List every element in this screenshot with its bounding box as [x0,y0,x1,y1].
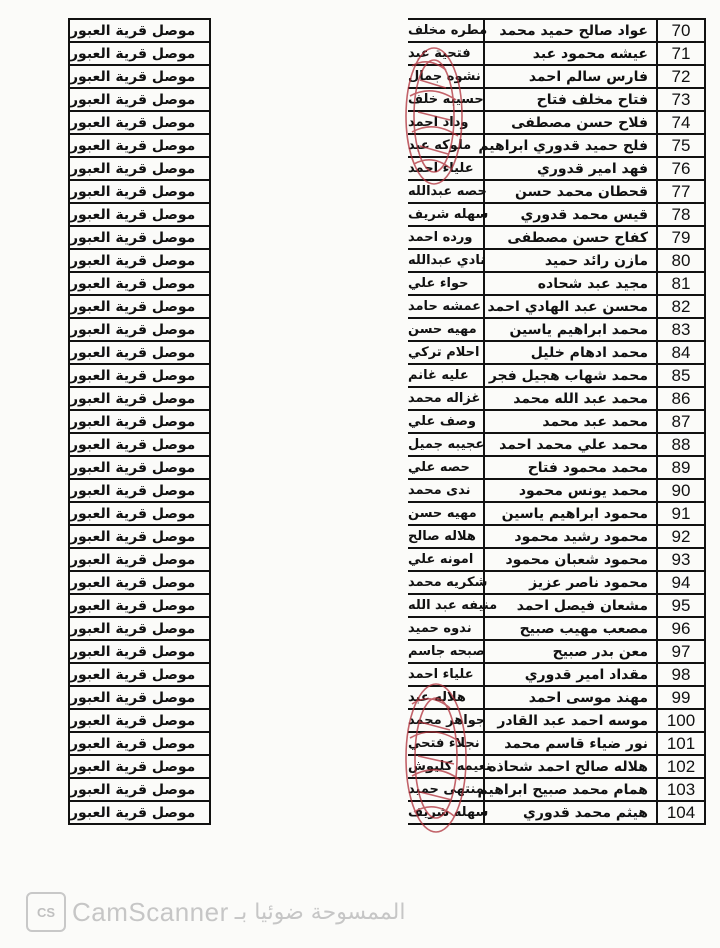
mother-name-cell: علياء احمد [408,158,485,179]
table-row [408,455,704,478]
row-number-cell: 78 [671,204,691,224]
row-number-cell: 96 [671,618,691,638]
table-row [408,294,704,317]
mother-name-cell: حصه علي [408,457,485,478]
full-name-cell: عواد صالح حميد محمد [485,20,658,41]
full-name-cell: مقداد امير قدوري [485,664,658,685]
full-name-cell: محمد ابراهيم ياسين [485,319,658,340]
row-number-cell: 77 [671,181,691,201]
address-cell: موصل قرية العبور [70,271,209,294]
table-row [408,777,704,800]
table-row [408,386,704,409]
address-cell: موصل قرية العبور [70,685,209,708]
mother-name-cell: علياء احمد [408,664,485,685]
mother-name-cell: نادي عبدالله [408,250,485,271]
mother-name-cell: مهيه حسن [408,319,485,340]
full-name-cell: محسن عبد الهادي احمد [485,296,658,317]
row-number-cell: 98 [671,664,691,684]
full-name-cell: محمد يونس محمود [485,480,658,501]
full-name-cell: محمود رشيد محمود [485,526,658,547]
address-cell: موصل قرية العبور [70,478,209,501]
table-row [408,110,704,133]
row-number-cell: 90 [671,480,691,500]
row-number-cell: 72 [671,66,691,86]
names-table [408,18,706,825]
row-number-cell: 73 [671,89,691,109]
table-row [408,202,704,225]
full-name-cell: محمد ادهام خليل [485,342,658,363]
table-row [408,616,704,639]
full-name-cell: محمود ناصر عزيز [485,572,658,593]
address-cell: موصل قرية العبور [70,501,209,524]
table-row [408,271,704,294]
mother-name-cell: فتحية عبد [408,43,485,64]
mother-name-cell: مهيه حسن [408,503,485,524]
table-row [408,18,704,41]
table-row [408,570,704,593]
full-name-cell: محمد عبد محمد [485,411,658,432]
address-cell: موصل قرية العبور [70,363,209,386]
row-number-cell: 80 [671,250,691,270]
full-name-cell: مهند موسى احمد [485,687,658,708]
mother-name-cell: عليه غانم [408,365,485,386]
full-name-cell: موسه احمد عبد القادر [485,710,658,731]
address-cell: موصل قرية العبور [70,317,209,340]
mother-name-cell: حصه عبدالله [408,181,485,202]
table-row [408,179,704,202]
table-row [408,501,704,524]
address-cell: موصل قرية العبور [70,64,209,87]
row-number-cell: 104 [666,802,696,822]
row-number-cell: 101 [666,733,696,753]
row-number-cell: 91 [671,503,691,523]
row-number-cell: 93 [671,549,691,569]
mother-name-cell: وداد احمد [408,112,485,133]
row-number-cell: 76 [671,158,691,178]
table-row [408,639,704,662]
mother-name-cell: هلاله عبد [408,687,485,708]
address-cell: موصل قرية العبور [70,87,209,110]
full-name-cell: فلح حميد قدوري ابراهيم [485,135,658,156]
row-number-cell: 71 [671,43,691,63]
full-name-cell: محمد شهاب هجيل فجر [485,365,658,386]
address-cell: موصل قرية العبور [70,179,209,202]
mother-name-cell: منيفه عبد الله [408,595,485,616]
full-name-cell: مجيد عبد شحاده [485,273,658,294]
full-name-cell: همام محمد صبيح ابراهيم [485,779,658,800]
table-row [408,432,704,455]
row-number-cell: 95 [671,595,691,615]
mother-name-cell: امونه علي [408,549,485,570]
address-cell: موصل قرية العبور [70,41,209,64]
address-cell: موصل قرية العبور [70,156,209,179]
address-cell: موصل قرية العبور [70,570,209,593]
mother-name-cell: احلام تركي [408,342,485,363]
row-number-cell: 102 [666,756,696,776]
row-number-cell: 75 [671,135,691,155]
mother-name-cell: عجيبه جميل [408,434,485,455]
table-row [408,547,704,570]
address-cell: موصل قرية العبور [70,409,209,432]
row-number-cell: 82 [671,296,691,316]
row-number-cell: 89 [671,457,691,477]
row-number-cell: 74 [671,112,691,132]
full-name-cell: قيس محمد قدوري [485,204,658,225]
address-cell: موصل قرية العبور [70,225,209,248]
address-cell: موصل قرية العبور [70,133,209,156]
table-row [408,754,704,777]
mother-name-cell: شكريه محمد [408,572,485,593]
full-name-cell: مصعب مهيب صبيح [485,618,658,639]
table-row [408,662,704,685]
address-cell: موصل قرية العبور [70,800,209,823]
full-name-cell: فهد امير قدوري [485,158,658,179]
mother-name-cell: هلاله صالح [408,526,485,547]
table-row [408,708,704,731]
table-row [408,685,704,708]
full-name-cell: معن بدر صبيح [485,641,658,662]
table-row [408,800,704,823]
table-row [408,340,704,363]
table-row [408,363,704,386]
full-name-cell: محمود ابراهيم ياسين [485,503,658,524]
mother-name-cell: ندوه حميد [408,618,485,639]
table-row [408,248,704,271]
mother-name-cell: غزاله محمد [408,388,485,409]
mother-name-cell: وصف علي [408,411,485,432]
address-cell: موصل قرية العبور [70,708,209,731]
table-row [408,156,704,179]
full-name-cell: كفاح حسن مصطفى [485,227,658,248]
watermark-arabic: الممسوحة ضوئيا بـ [234,899,406,925]
mother-name-cell: نعيمه كليوش [408,756,485,777]
full-name-cell: فارس سالم احمد [485,66,658,87]
full-name-cell: فتاح مخلف فتاح [485,89,658,110]
address-cell: موصل قرية العبور [70,202,209,225]
address-cell: موصل قرية العبور [70,639,209,662]
full-name-cell: محمد علي محمد احمد [485,434,658,455]
full-name-cell: فلاح حسن مصطفى [485,112,658,133]
address-cell: موصل قرية العبور [70,432,209,455]
row-number-cell: 85 [671,365,691,385]
full-name-cell: هيثم محمد قدوري [485,802,658,823]
mother-name-cell: سهله شريف [408,204,485,225]
row-number-cell: 99 [671,687,691,707]
mother-name-cell: ملوكه عبد [408,135,485,156]
camscanner-logo-icon: CS [26,892,66,932]
table-row [408,225,704,248]
address-cell: موصل قرية العبور [70,593,209,616]
address-column-table [68,18,211,825]
mother-name-cell: مطره مخلف [408,20,485,41]
full-name-cell: محمد محمود فتاح [485,457,658,478]
mother-name-cell: نشوه جمال [408,66,485,87]
full-name-cell: هلاله صالح احمد شحاذه [485,756,658,777]
full-name-cell: نور ضياء قاسم محمد [485,733,658,754]
address-cell: موصل قرية العبور [70,110,209,133]
table-row [408,133,704,156]
address-cell: موصل قرية العبور [70,547,209,570]
address-cell: موصل قرية العبور [70,662,209,685]
table-row [408,87,704,110]
table-row [408,409,704,432]
table-row [408,64,704,87]
row-number-cell: 100 [666,710,696,730]
address-cell: موصل قرية العبور [70,731,209,754]
mother-name-cell: سهله شريف [408,802,485,823]
table-row [408,524,704,547]
full-name-cell: مشعان فيصل احمد [485,595,658,616]
address-cell: موصل قرية العبور [70,386,209,409]
table-row [408,731,704,754]
address-cell: موصل قرية العبور [70,455,209,478]
full-name-cell: مازن رائد حميد [485,250,658,271]
mother-name-cell: منتهى حميد [408,779,485,800]
row-number-cell: 79 [671,227,691,247]
row-number-cell: 86 [671,388,691,408]
row-number-cell: 70 [671,20,691,40]
row-number-cell: 84 [671,342,691,362]
row-number-cell: 83 [671,319,691,339]
row-number-cell: 81 [671,273,691,293]
full-name-cell: قحطان محمد حسن [485,181,658,202]
camscanner-watermark [26,892,405,932]
mother-name-cell: ندى محمد [408,480,485,501]
table-row [408,478,704,501]
address-cell: موصل قرية العبور [70,340,209,363]
table-row [408,593,704,616]
address-cell: موصل قرية العبور [70,777,209,800]
full-name-cell: عيشه محمود عبد [485,43,658,64]
table-row [408,317,704,340]
row-number-cell: 88 [671,434,691,454]
full-name-cell: محمد عبد الله محمد [485,388,658,409]
address-cell: موصل قرية العبور [70,18,209,41]
mother-name-cell: جواهر محمد [408,710,485,731]
row-number-cell: 103 [666,779,696,799]
mother-name-cell: حواء علي [408,273,485,294]
row-number-cell: 97 [671,641,691,661]
table-row [408,41,704,64]
address-cell: موصل قرية العبور [70,248,209,271]
mother-name-cell: نجلاء فتحي [408,733,485,754]
row-number-cell: 92 [671,526,691,546]
watermark-brand: CamScanner [72,896,229,927]
row-number-cell: 94 [671,572,691,592]
full-name-cell: محمود شعبان محمود [485,549,658,570]
address-cell: موصل قرية العبور [70,754,209,777]
address-cell: موصل قرية العبور [70,616,209,639]
mother-name-cell: صبحه جاسم [408,641,485,662]
mother-name-cell: ورده احمد [408,227,485,248]
row-number-cell: 87 [671,411,691,431]
address-cell: موصل قرية العبور [70,294,209,317]
address-cell: موصل قرية العبور [70,524,209,547]
mother-name-cell: عمشه حامد [408,296,485,317]
mother-name-cell: حسيبه خلف [408,89,485,110]
